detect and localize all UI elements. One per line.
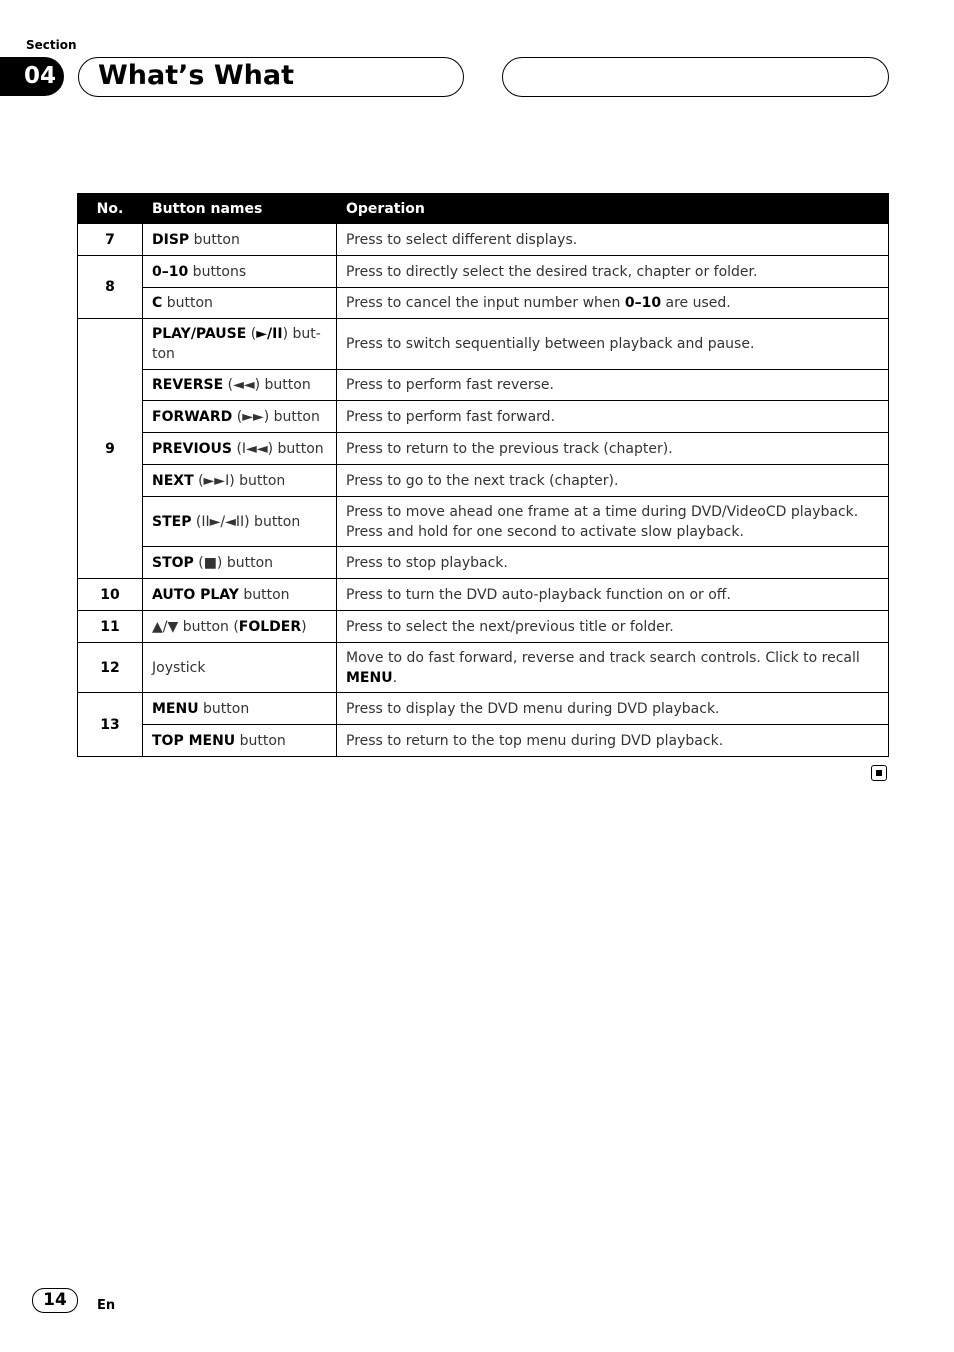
text-run: buttons (188, 263, 247, 280)
text-run: (I◄◄) button (232, 440, 324, 457)
text-run: (◄◄) button (223, 377, 311, 393)
text-run: Press to switch sequentially between playback and pause. (346, 336, 755, 352)
section-label: Section (26, 38, 77, 52)
text-run: (II►/◄II) button (191, 513, 301, 530)
text-run: Press to go to the next track (chapter). (346, 472, 619, 489)
table-row (78, 579, 889, 611)
text-run: REVERSE (152, 377, 224, 393)
table-row (78, 319, 889, 370)
operation-cell (337, 579, 889, 611)
blank-frame (502, 57, 889, 97)
text-run: button (189, 231, 240, 248)
text-run: . (392, 669, 398, 686)
text-run: button (235, 732, 286, 749)
header-button-names: Button names (143, 194, 337, 224)
table-row (78, 693, 889, 725)
table-row (78, 401, 889, 433)
text-run: button (198, 700, 250, 717)
text-run: (►►I) button (193, 472, 286, 489)
page-title: What’s What (98, 60, 294, 91)
text-run: DISP (152, 231, 190, 248)
text-run: Press to move ahead one frame at a time during DVD/VideoCD playback. Press and hold for one second to activate slow playback. (346, 503, 859, 540)
table-row (78, 465, 889, 497)
text-run: (►►) button (232, 408, 320, 425)
operation-cell (337, 465, 889, 497)
table-row (78, 497, 889, 547)
text-run: Move to do fast forward, reverse and track search controls. Click to recall (346, 649, 860, 666)
text-run: FORWARD (152, 408, 233, 425)
text-run: MENU (152, 700, 199, 717)
table-row (78, 224, 889, 256)
button-name-cell (143, 433, 337, 465)
text-run: FOLDER (238, 618, 302, 635)
operation-cell (337, 433, 889, 465)
text-run: Press to display the DVD menu during DVD playback. (346, 700, 720, 717)
text-run: 0–10 (152, 263, 189, 280)
text-run: STOP (152, 554, 194, 571)
table-row (78, 611, 889, 643)
text-run: PREVIOUS (152, 440, 233, 457)
row-number: 8 (78, 256, 143, 319)
table-row (78, 547, 889, 579)
text-run: PLAY/PAUSE (152, 326, 247, 342)
text-run: TOP MENU (152, 732, 236, 749)
text-run: NEXT (152, 472, 194, 489)
text-run: ) (301, 618, 307, 635)
operation-cell (337, 401, 889, 433)
text-run: Press to select different displays. (346, 231, 578, 248)
operation-cell (337, 643, 889, 693)
end-mark-icon (871, 765, 887, 781)
button-name-cell (143, 643, 337, 693)
text-run: C (152, 295, 163, 311)
text-run: ▲/▼ button ( (152, 618, 239, 635)
text-run: Press to perform fast forward. (346, 408, 556, 425)
text-run: (■) button (193, 554, 274, 571)
button-name-cell (143, 579, 337, 611)
row-number: 13 (78, 693, 143, 757)
text-run: 0–10 (624, 295, 662, 311)
text-run: are used. (661, 295, 731, 311)
section-number: 04 (0, 57, 64, 96)
text-run: Press to turn the DVD auto-playback function on or off. (346, 586, 731, 603)
row-number: 9 (78, 319, 143, 579)
operation-cell (337, 256, 889, 288)
button-name-cell (143, 401, 337, 433)
operation-cell (337, 725, 889, 757)
table-row (78, 256, 889, 288)
table-row (78, 725, 889, 757)
button-name-cell (143, 693, 337, 725)
table-header-row (78, 194, 889, 224)
language-label: En (97, 1298, 116, 1313)
text-run: Press to directly select the desired track, chapter or folder. (346, 263, 758, 280)
button-name-cell (143, 288, 337, 319)
text-run: Press to cancel the input number when (346, 295, 625, 311)
text-run: Press to return to the previous track (chapter). (346, 440, 673, 457)
table-row (78, 643, 889, 693)
operation-cell (337, 497, 889, 547)
button-name-cell (143, 547, 337, 579)
text-run: Joystick (152, 659, 206, 676)
text-run: ) but-ton (152, 326, 321, 362)
button-name-cell (143, 224, 337, 256)
button-name-cell (143, 465, 337, 497)
text-run: AUTO PLAY (152, 586, 239, 603)
operation-cell (337, 319, 889, 370)
text-run: button (162, 295, 213, 311)
page-number: 14 (32, 1288, 78, 1313)
row-number: 7 (78, 224, 143, 256)
operation-cell (337, 288, 889, 319)
operation-cell (337, 611, 889, 643)
table-row (78, 288, 889, 319)
button-name-cell (143, 370, 337, 401)
header-operation: Operation (337, 194, 889, 224)
text-run: Press to select the next/previous title or folder. (346, 618, 674, 635)
text-run: Press to stop playback. (346, 554, 508, 571)
button-name-cell (143, 725, 337, 757)
header-no: No. (78, 194, 143, 224)
table-row (78, 370, 889, 401)
text-run: ( (246, 326, 257, 342)
row-number: 12 (78, 643, 143, 693)
button-table (77, 193, 889, 757)
text-run: Press to return to the top menu during DVD playback. (346, 732, 724, 749)
button-name-cell (143, 497, 337, 547)
text-run: MENU (346, 669, 393, 686)
button-name-cell (143, 256, 337, 288)
operation-cell (337, 370, 889, 401)
row-number: 10 (78, 579, 143, 611)
text-run: STEP (152, 513, 192, 530)
operation-cell (337, 693, 889, 725)
operation-cell (337, 547, 889, 579)
button-name-cell (143, 611, 337, 643)
text-run: ►/II (256, 326, 283, 342)
button-name-cell (143, 319, 337, 370)
operation-cell (337, 224, 889, 256)
table-row (78, 433, 889, 465)
text-run: button (238, 586, 290, 603)
row-number: 11 (78, 611, 143, 643)
text-run: Press to perform fast reverse. (346, 377, 554, 393)
